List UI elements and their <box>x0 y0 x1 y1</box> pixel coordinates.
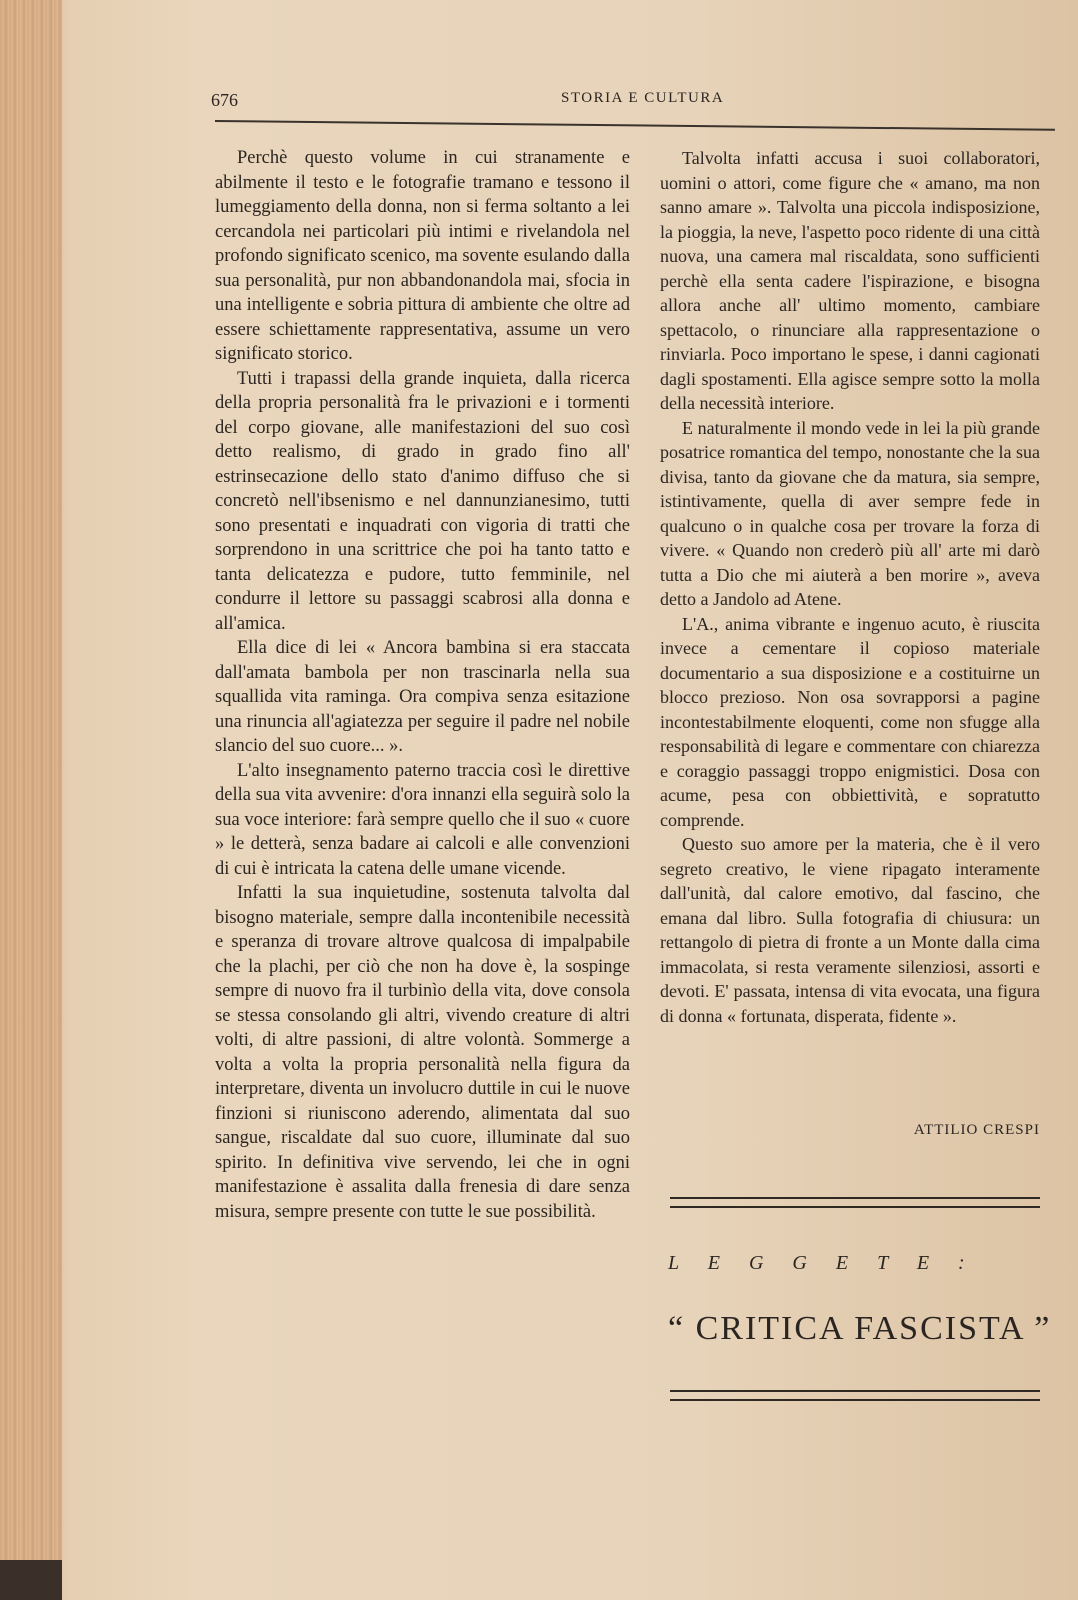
book-edge-shadow <box>0 1560 62 1600</box>
paragraph: Questo suo amore per la materia, che è il vero segreto creativo, le viene ripagato interamente dall'unità, dal calore emotivo, dal fascino, che emana dal libro. Sulla fotografia di chiusura: un rettangolo di pietra di fronte a un Monte dalla cima immacolata, si resta veramente silenziosi, assorti e devoti. E' passata, intensa di vita evocata, una figura di donna « fortunata, disperata, fidente ». <box>660 834 1040 1026</box>
paragraph: Ella dice di lei « Ancora bambina si era staccata dall'amata bambola per non trascinarla nella sua squallida vita raminga. Ora compiva senza esitazione una rinuncia all'agiatezza per seguire il padre nel nobile slancio del suo cuore... ». <box>215 638 630 756</box>
ad-top-rule <box>670 1197 1040 1208</box>
ad-title: “ CRITICA FASCISTA ” <box>668 1310 1052 1347</box>
paragraph: E naturalmente il mondo vede in lei la più grande posatrice romantica del tempo, nonostante che la sua divisa, tanto da giovane che da matura, sia sempre, istintivamente, quella di aver sempre fede in qualcuno o in qualche cosa per trovare la forza di vivere. « Quando non crederò più all' arte mi darò tutta a Dio che mi aiuterà a ben morire », aveva detto a Jandolo ad Atene. <box>660 417 1040 609</box>
ad-bottom-rule <box>670 1390 1040 1401</box>
paragraph: Talvolta infatti accusa i suoi collaboratori, uomini o attori, come figure che « amano, ma non sanno amare ». Talvolta una piccola indisposizione, la pioggia, la neve, l'aspetto poco ridente di una città nuova, una camera mal riscaldata, sono sufficienti perchè ella senta cadere l'ispirazione, e bisogna allora anche all' ultimo momento, cambiare spettacolo, o rinunciare alla rappresentazione o rinviarla. Poco importano le spese, i danni cagionati dagli spostamenti. Ella agisce sempre sotto la molla della necessità interiore. <box>660 148 1040 413</box>
running-head: STORIA E CULTURA <box>561 90 725 106</box>
header-rule <box>215 120 1055 131</box>
left-column <box>215 146 630 1224</box>
paragraph: L'alto insegnamento paterno traccia così le direttive della sua vita avvenire: d'ora innanzi ella seguirà solo la sua voce interiore: farà sempre quello che il suo « cuore » le detterà, senza badare ai calcoli e alle convenzioni di cui è intricata la catena delle umane vicende. <box>215 760 630 879</box>
paragraph: Infatti la sua inquietudine, sostenuta talvolta dal bisogno materiale, sempre dalla incontenibile necessità e speranza di trovare altrove qualcosa di impalpabile che la plachi, per ciò che non ha dove è, la sospinge sempre di nuovo fra il turbinìo della vita, dove consola se stessa consolando gli altri, vivendo creature di altri volti, di altre passioni, di altre volontà. Sommerge a volta a volta la propria personalità nella figura da interpretare, diventa un involucro duttile in cui le nuove finzioni si riuniscono aderendo, alimentata dal suo sangue, riscaldate dal suo cuore, illuminate dal suo spirito. In definitiva vive servendo, lei che in ogni manifestazione è assalita dalla frenesia di dare senza misura, sempre presente con tutte le sue possibilità. <box>215 883 630 1222</box>
page-header <box>211 86 1051 112</box>
page-number: 676 <box>211 90 238 110</box>
paragraph: Perchè questo volume in cui stranamente e abilmente il testo e le fotografie tramano e tessono il lumeggiamento della donna, non si ferma soltanto a lei cercandola nei particolari più intimi e rivelandola nel profondo significato scenico, ma sovente esulando dalla sua personalità, pur non abbandonandola mai, sfocia in una intelligente e sobria pittura di ambiente che oltre ad essere schiettamente rappresentativa, assume un vero significato storico. <box>215 148 630 364</box>
book-spine <box>0 0 62 1600</box>
right-column <box>660 146 1040 1028</box>
ad-label: L E G G E T E : <box>668 1252 977 1274</box>
author-signature: ATTILIO CRESPI <box>913 1122 1040 1138</box>
paragraph: Tutti i trapassi della grande inquieta, dalla ricerca della propria personalità fra le privazioni e i tormenti del corpo giovane, alle manifestazioni del suo così detto realismo, di grado in grado fino all' estrinsecazione dello stato d'animo diffuso che si concretò nell'ibsenismo e nel dannunzianesimo, tutti sono presentati e inquadrati con vigoria di tratti che sorprendono in una scrittrice che poi ha tanto tatto e tanta delicatezza e pudore, tutto femminile, nel condurre il lettore su passaggi scabrosi alla donna e all'amica. <box>215 368 630 634</box>
paragraph: L'A., anima vibrante e ingenuo acuto, è riuscita invece a cementare il copioso materiale documentario a sua disposizione e a costituirne un blocco prezioso. Non osa sovrapporsi a pagine incontestabilmente eloquenti, come non sfugge alla responsabilità di legare e commentare con chiarezza e coraggio passaggi troppo enigmistici. Dosa con acume, pesa con obbiettività, e sopratutto comprende. <box>660 613 1040 830</box>
